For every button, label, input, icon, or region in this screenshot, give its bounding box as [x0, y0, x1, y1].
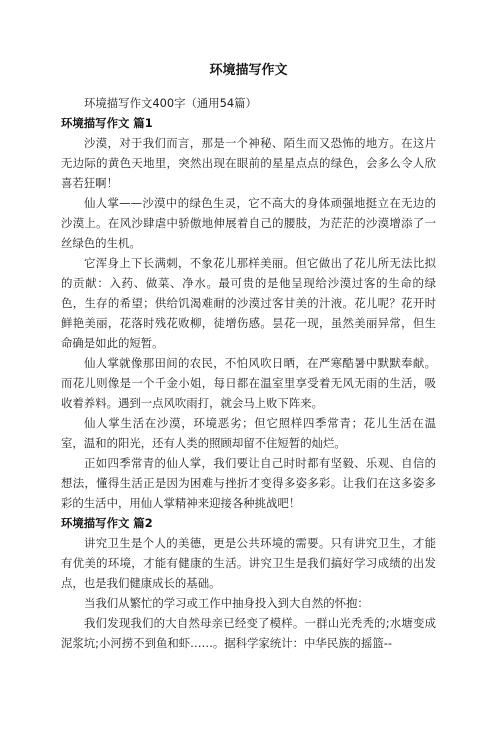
section-heading-1: 环境描写作文 篇1: [61, 116, 153, 130]
document-subtitle: 环境描写作文400字（通用54篇）: [84, 96, 257, 110]
paragraph: 我们发现我们的大自然母亲已经变了模样。一群山光秃秃的;水塘变成泥浆坑;小河捞不到鱼和虾……。据科学家统计：中华民族的摇篮--: [61, 616, 436, 650]
paragraph: 仙人掌就像那田间的农民，不怕风吹日晒，在严寒酷暑中默默奉献。而花儿则像是一个千金小姐，每日都在温室里享受着无风无雨的生活，吸收着养料。遇到一点风吹雨打，就会马上败下阵来。: [61, 356, 436, 410]
paragraph: 沙漠，对于我们而言，那是一个神秘、陌生而又恐怖的地方。在这片无边际的黄色天地里，突然出现在眼前的星星点点的绿色，会多么令人欣喜若狂啊！: [61, 136, 436, 190]
document-title: 环境描写作文: [209, 63, 288, 78]
document-body: [61, 93, 436, 730]
paragraph: 当我们从繁忙的学习或工作中抽身投入到大自然的怀抱：: [84, 596, 369, 610]
paragraph: 仙人掌生活在沙漠，环境恶劣；但它照样四季常青；花儿生活在温室，温和的阳光，还有人类的照顾却留不住短暂的灿烂。: [61, 416, 436, 450]
section-heading-2: 环境描写作文 篇2: [61, 516, 153, 530]
paragraph: 仙人掌——沙漠中的绿色生灵，它不高大的身体顽强地挺立在无边的沙漠上。在风沙肆虐中骄傲地伸展着自己的腰肢，为茫茫的沙漠增添了一丝绿色的生机。: [61, 196, 436, 250]
paragraph: 讲究卫生是个人的美德，更是公共环境的需要。只有讲究卫生，才能有优美的环境，才能有健康的生活。讲究卫生是我们搞好学习成绩的出发点，也是我们健康成长的基础。: [61, 536, 436, 590]
paragraph: 它浑身上下长满刺，不象花儿那样美丽。但它做出了花儿所无法比拟的贡献：入药、做菜、净水。最可贵的是他呈现给沙漠过客的生命的绿色，生存的希望；供给饥渴难耐的沙漠过客甘美的汁液。花儿呢？花开时鲜艳美丽，花落时残花败柳，徒增伤感。昙花一现，虽然美丽异常，但生命确是如此的短暂。: [61, 256, 436, 350]
paragraph: 正如四季常青的仙人掌，我们要让自己时时都有坚毅、乐观、自信的想法，懂得生活正是因为困难与挫折才变得多姿多彩。让我们在这多姿多彩的生活中，用仙人掌精神来迎接各种挑战吧！: [61, 456, 436, 510]
